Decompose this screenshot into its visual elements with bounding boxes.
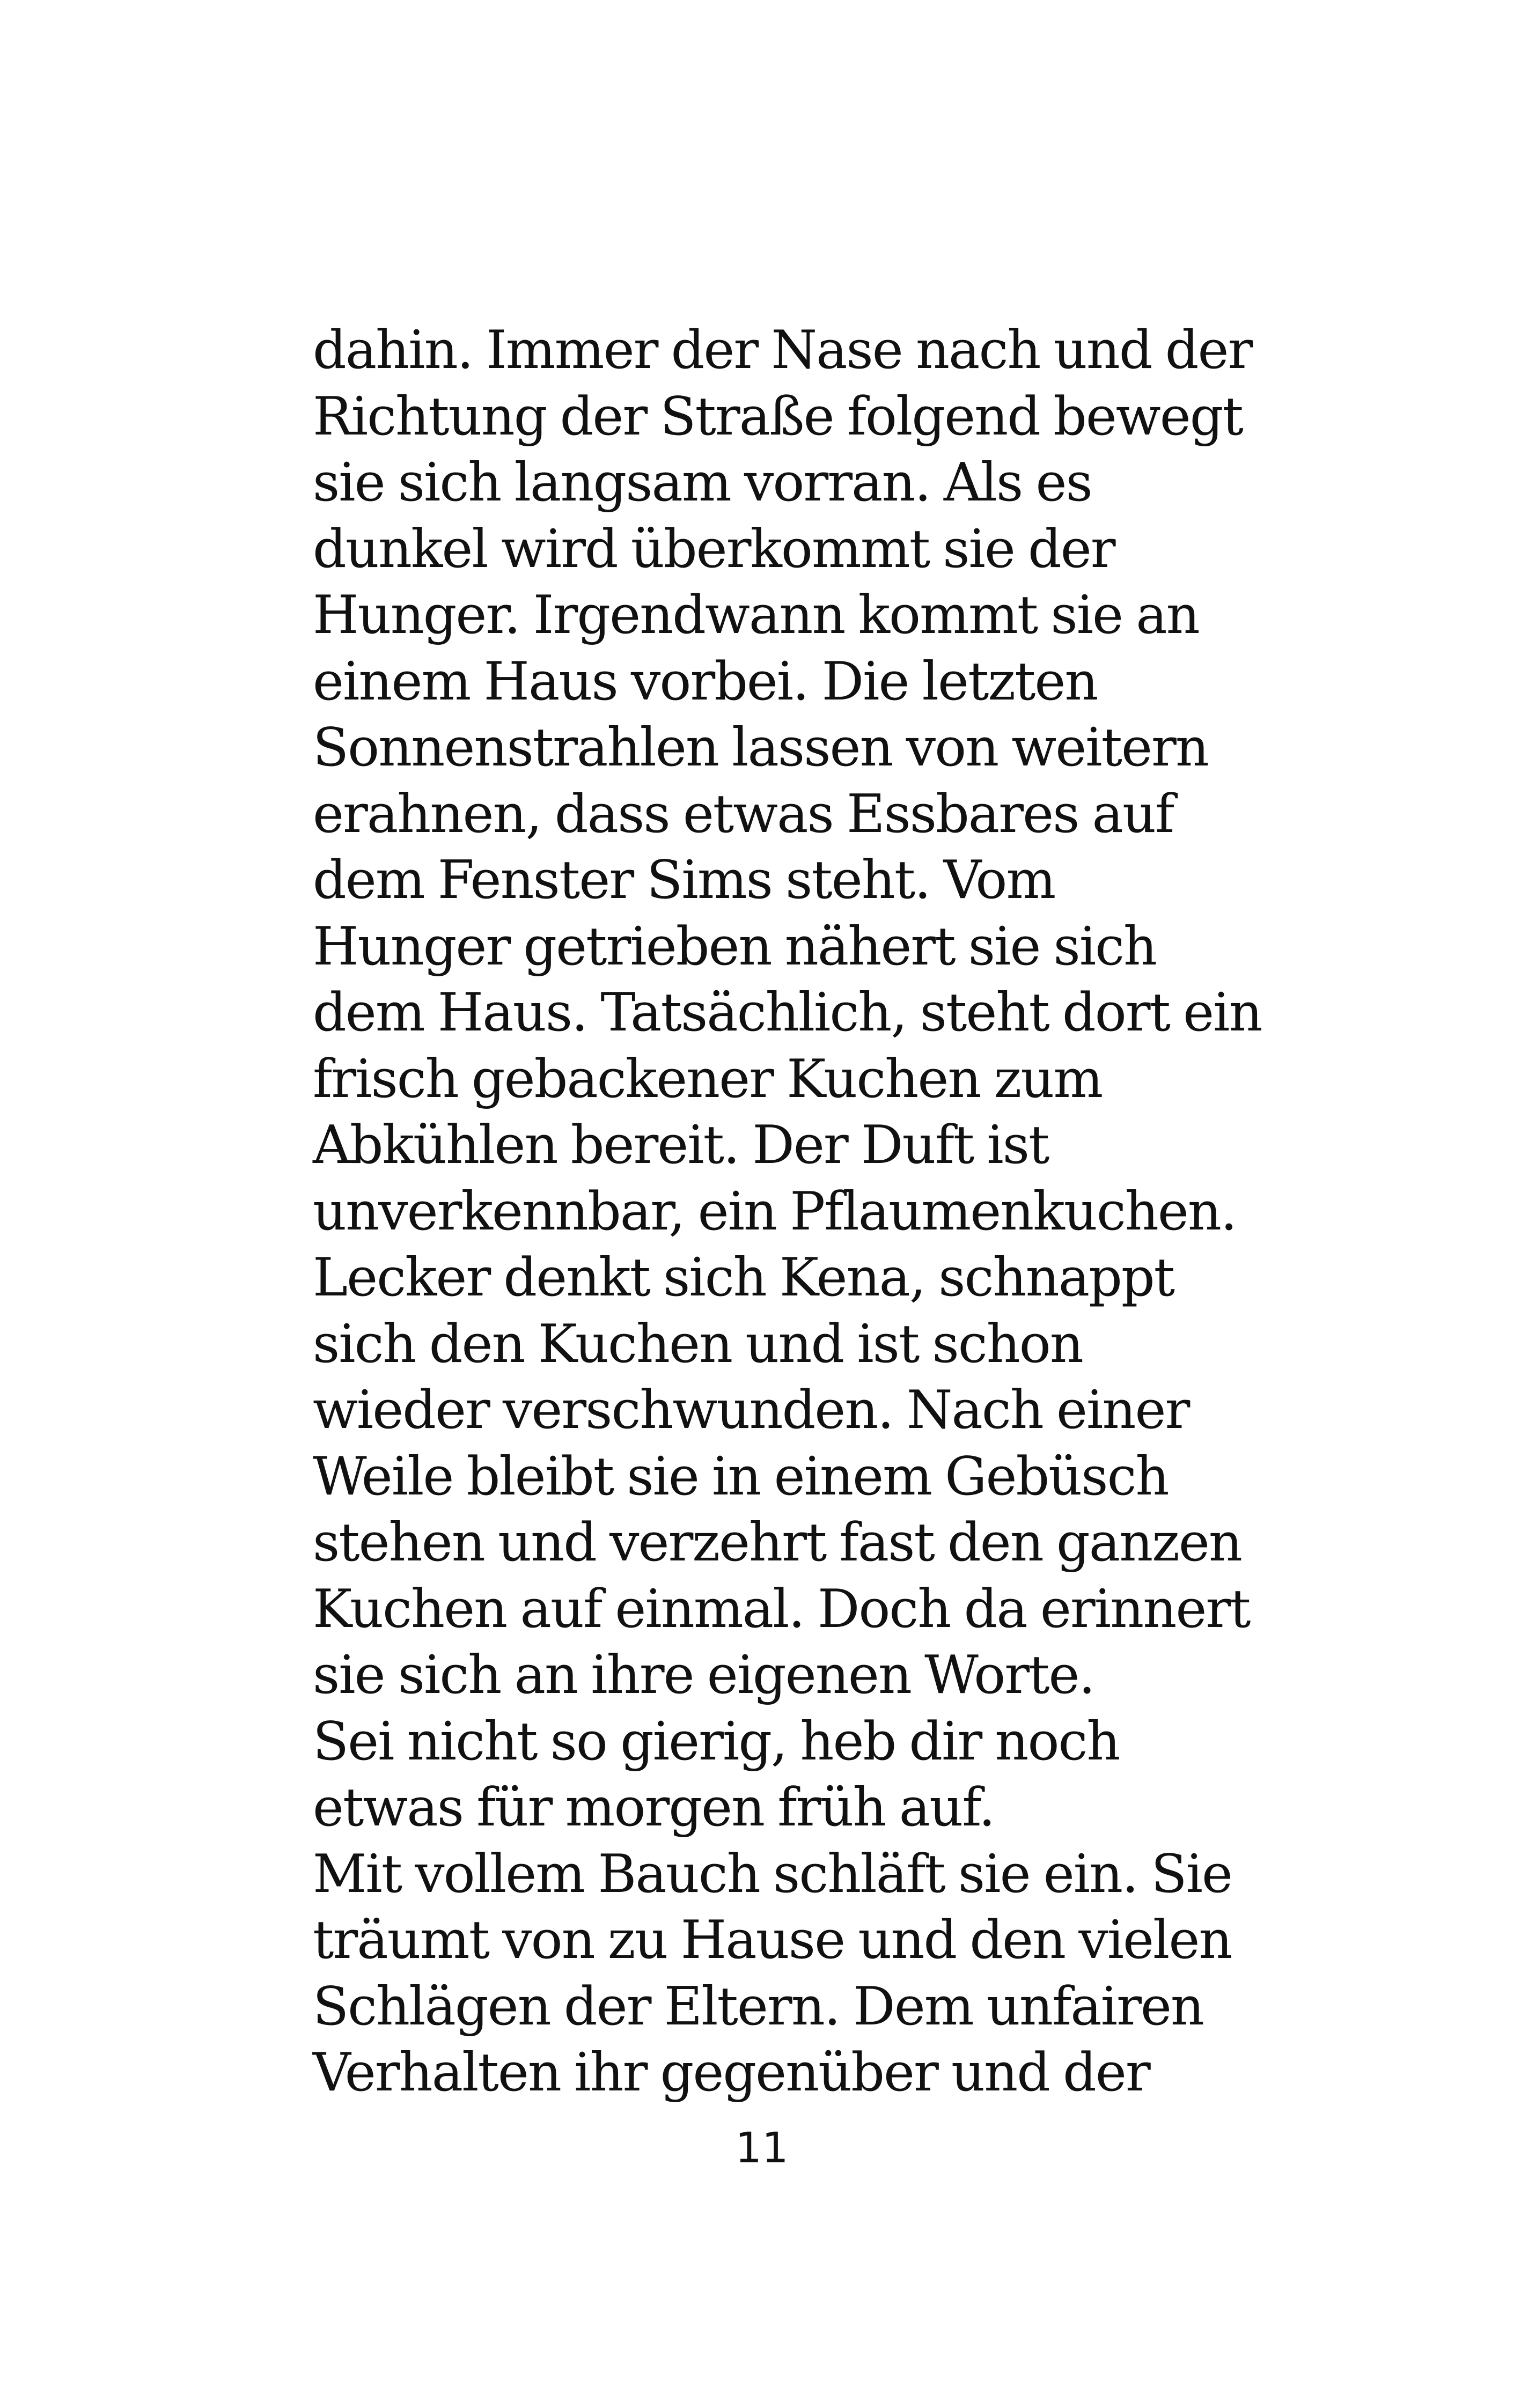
text-line: sich den Kuchen und ist schon (313, 1313, 1083, 1375)
text-line: stehen und verzehrt fast den ganzen (313, 1512, 1242, 1573)
text-line: Kuchen auf einmal. Doch da erinnert (313, 1578, 1250, 1640)
text-line: Hunger getrieben nähert sie sich (313, 916, 1157, 977)
text-line: einem Haus vorbei. Die letzten (313, 651, 1098, 712)
text-line: sie sich langsam vorran. Als es (313, 452, 1092, 513)
text-line: unverkennbar, ein Pflaumenkuchen. (313, 1181, 1237, 1242)
text-line: sie sich an ihre eigenen Worte. (313, 1645, 1094, 1706)
text-line: erahnen, dass etwas Essbares auf (313, 783, 1174, 845)
body-text (313, 318, 1262, 2107)
text-line: Verhalten ihr gegenüber und der (313, 2042, 1150, 2103)
text-line: träumt von zu Hause und den vielen (313, 1910, 1232, 1971)
text-line: dem Fenster Sims steht. Vom (313, 850, 1055, 911)
text-line: frisch gebackener Kuchen zum (313, 1048, 1103, 1110)
text-line: Mit vollem Bauch schläft sie ein. Sie (313, 1843, 1232, 1905)
text-line: wieder verschwunden. Nach einer (313, 1380, 1189, 1441)
page-number: 11 (735, 2124, 789, 2173)
text-line: Sei nicht so gierig, heb dir noch (313, 1711, 1120, 1772)
text-line: Lecker denkt sich Kena, schnappt (313, 1247, 1174, 1308)
text-line: etwas für morgen früh auf. (313, 1777, 995, 1838)
text-line: Schlägen der Eltern. Dem unfairen (313, 1976, 1204, 2037)
text-line: dunkel wird überkommt sie der (313, 518, 1115, 580)
text-line: Sonnenstrahlen lassen von weitern (313, 717, 1208, 778)
text-line: Hunger. Irgendwann kommt sie an (313, 585, 1199, 646)
text-line: Abkühlen bereit. Der Duft ist (313, 1115, 1049, 1176)
text-line: Richtung der Straße folgend bewegt (313, 386, 1243, 447)
text-line: Weile bleibt sie in einem Gebüsch (313, 1446, 1169, 1507)
text-line: dahin. Immer der Nase nach und der (313, 320, 1252, 381)
text-line: dem Haus. Tatsächlich, steht dort ein (313, 982, 1262, 1043)
